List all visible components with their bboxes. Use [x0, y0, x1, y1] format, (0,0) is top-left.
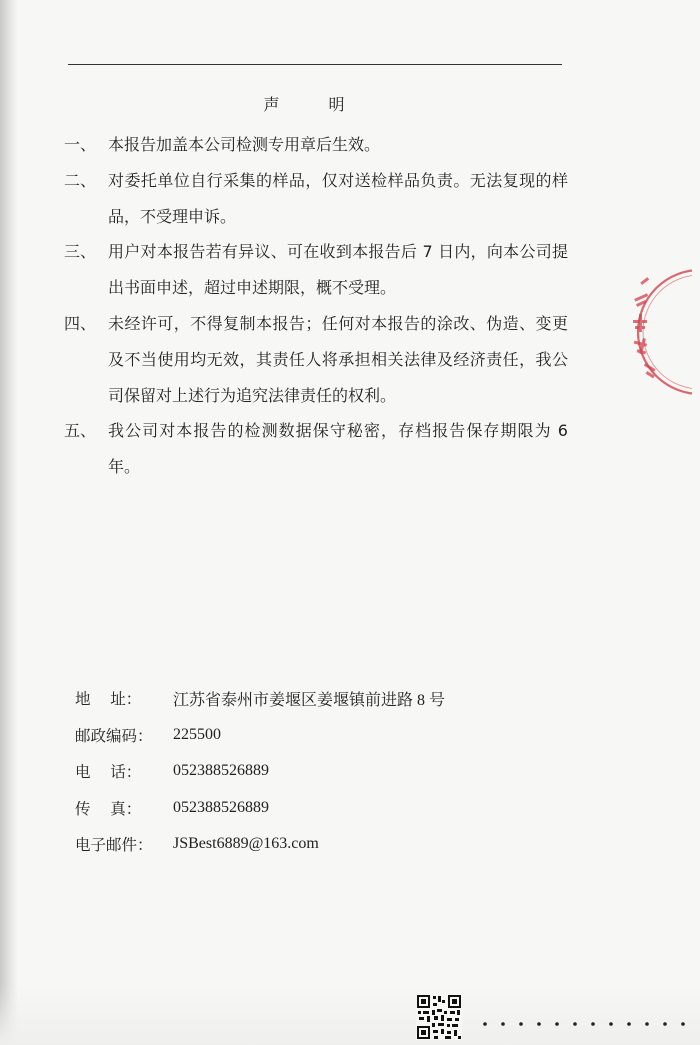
qr-code-icon [416, 994, 462, 1040]
declaration-title: 声 明 [263, 95, 367, 114]
clause-number: 五、 [64, 421, 97, 441]
email-value: JSBest6889@163.com [173, 835, 319, 853]
contact-postcode-row [75, 717, 555, 754]
phone-label: 电 话： [75, 763, 142, 782]
paper-edge-shadow [0, 0, 18, 1045]
clause-5 [64, 413, 584, 485]
clause-text: 未经许可，不得复制本报告；任何对本报告的涂改、伪造、变更及不当使用均无效，其责任人将承担相关法律及经济责任，我公司保留对上述行为追究法律责任的权利。 [108, 313, 568, 405]
clause-3 [64, 234, 584, 306]
clause-text: 对委托单位自行采集的样品，仅对送检样品负责。无法复现的样品，不受理申诉。 [108, 170, 568, 226]
postcode-label: 邮政编码： [75, 726, 153, 745]
contact-phone-row [75, 753, 555, 790]
clause-number: 二、 [64, 170, 97, 190]
header-rule [68, 64, 562, 65]
fax-label: 传 真： [75, 799, 142, 818]
dotted-leader [482, 1014, 692, 1024]
email-label: 电子邮件： [75, 836, 153, 855]
contact-address-row [75, 680, 555, 717]
clause-number: 四、 [64, 313, 97, 333]
clause-number: 三、 [64, 242, 97, 262]
contact-info [75, 680, 555, 863]
clause-number: 一、 [64, 135, 97, 154]
declaration-clauses [64, 127, 584, 485]
fax-value: 052388526889 [173, 798, 269, 816]
clause-2 [64, 163, 584, 235]
contact-email-row [75, 826, 555, 863]
clause-text: 我公司对本报告的检测数据保守秘密，存档报告保存期限为 6 年。 [108, 421, 568, 477]
clause-text: 用户对本报告若有异议、可在收到本报告后 7 日内，向本公司提出书面申述，超过申述期限，概不受理。 [108, 242, 568, 298]
clause-text: 本报告加盖本公司检测专用章后生效。 [108, 135, 381, 154]
postcode-value: 225500 [173, 725, 221, 743]
phone-value: 052388526889 [173, 762, 269, 780]
clause-4 [64, 306, 584, 413]
seal-stamp [622, 262, 692, 402]
contact-fax-row [75, 790, 555, 827]
clause-1 [64, 127, 584, 163]
address-value: 江苏省泰州市姜堰区姜堰镇前进路 8 号 [173, 691, 446, 709]
address-label: 地 址： [75, 690, 142, 709]
